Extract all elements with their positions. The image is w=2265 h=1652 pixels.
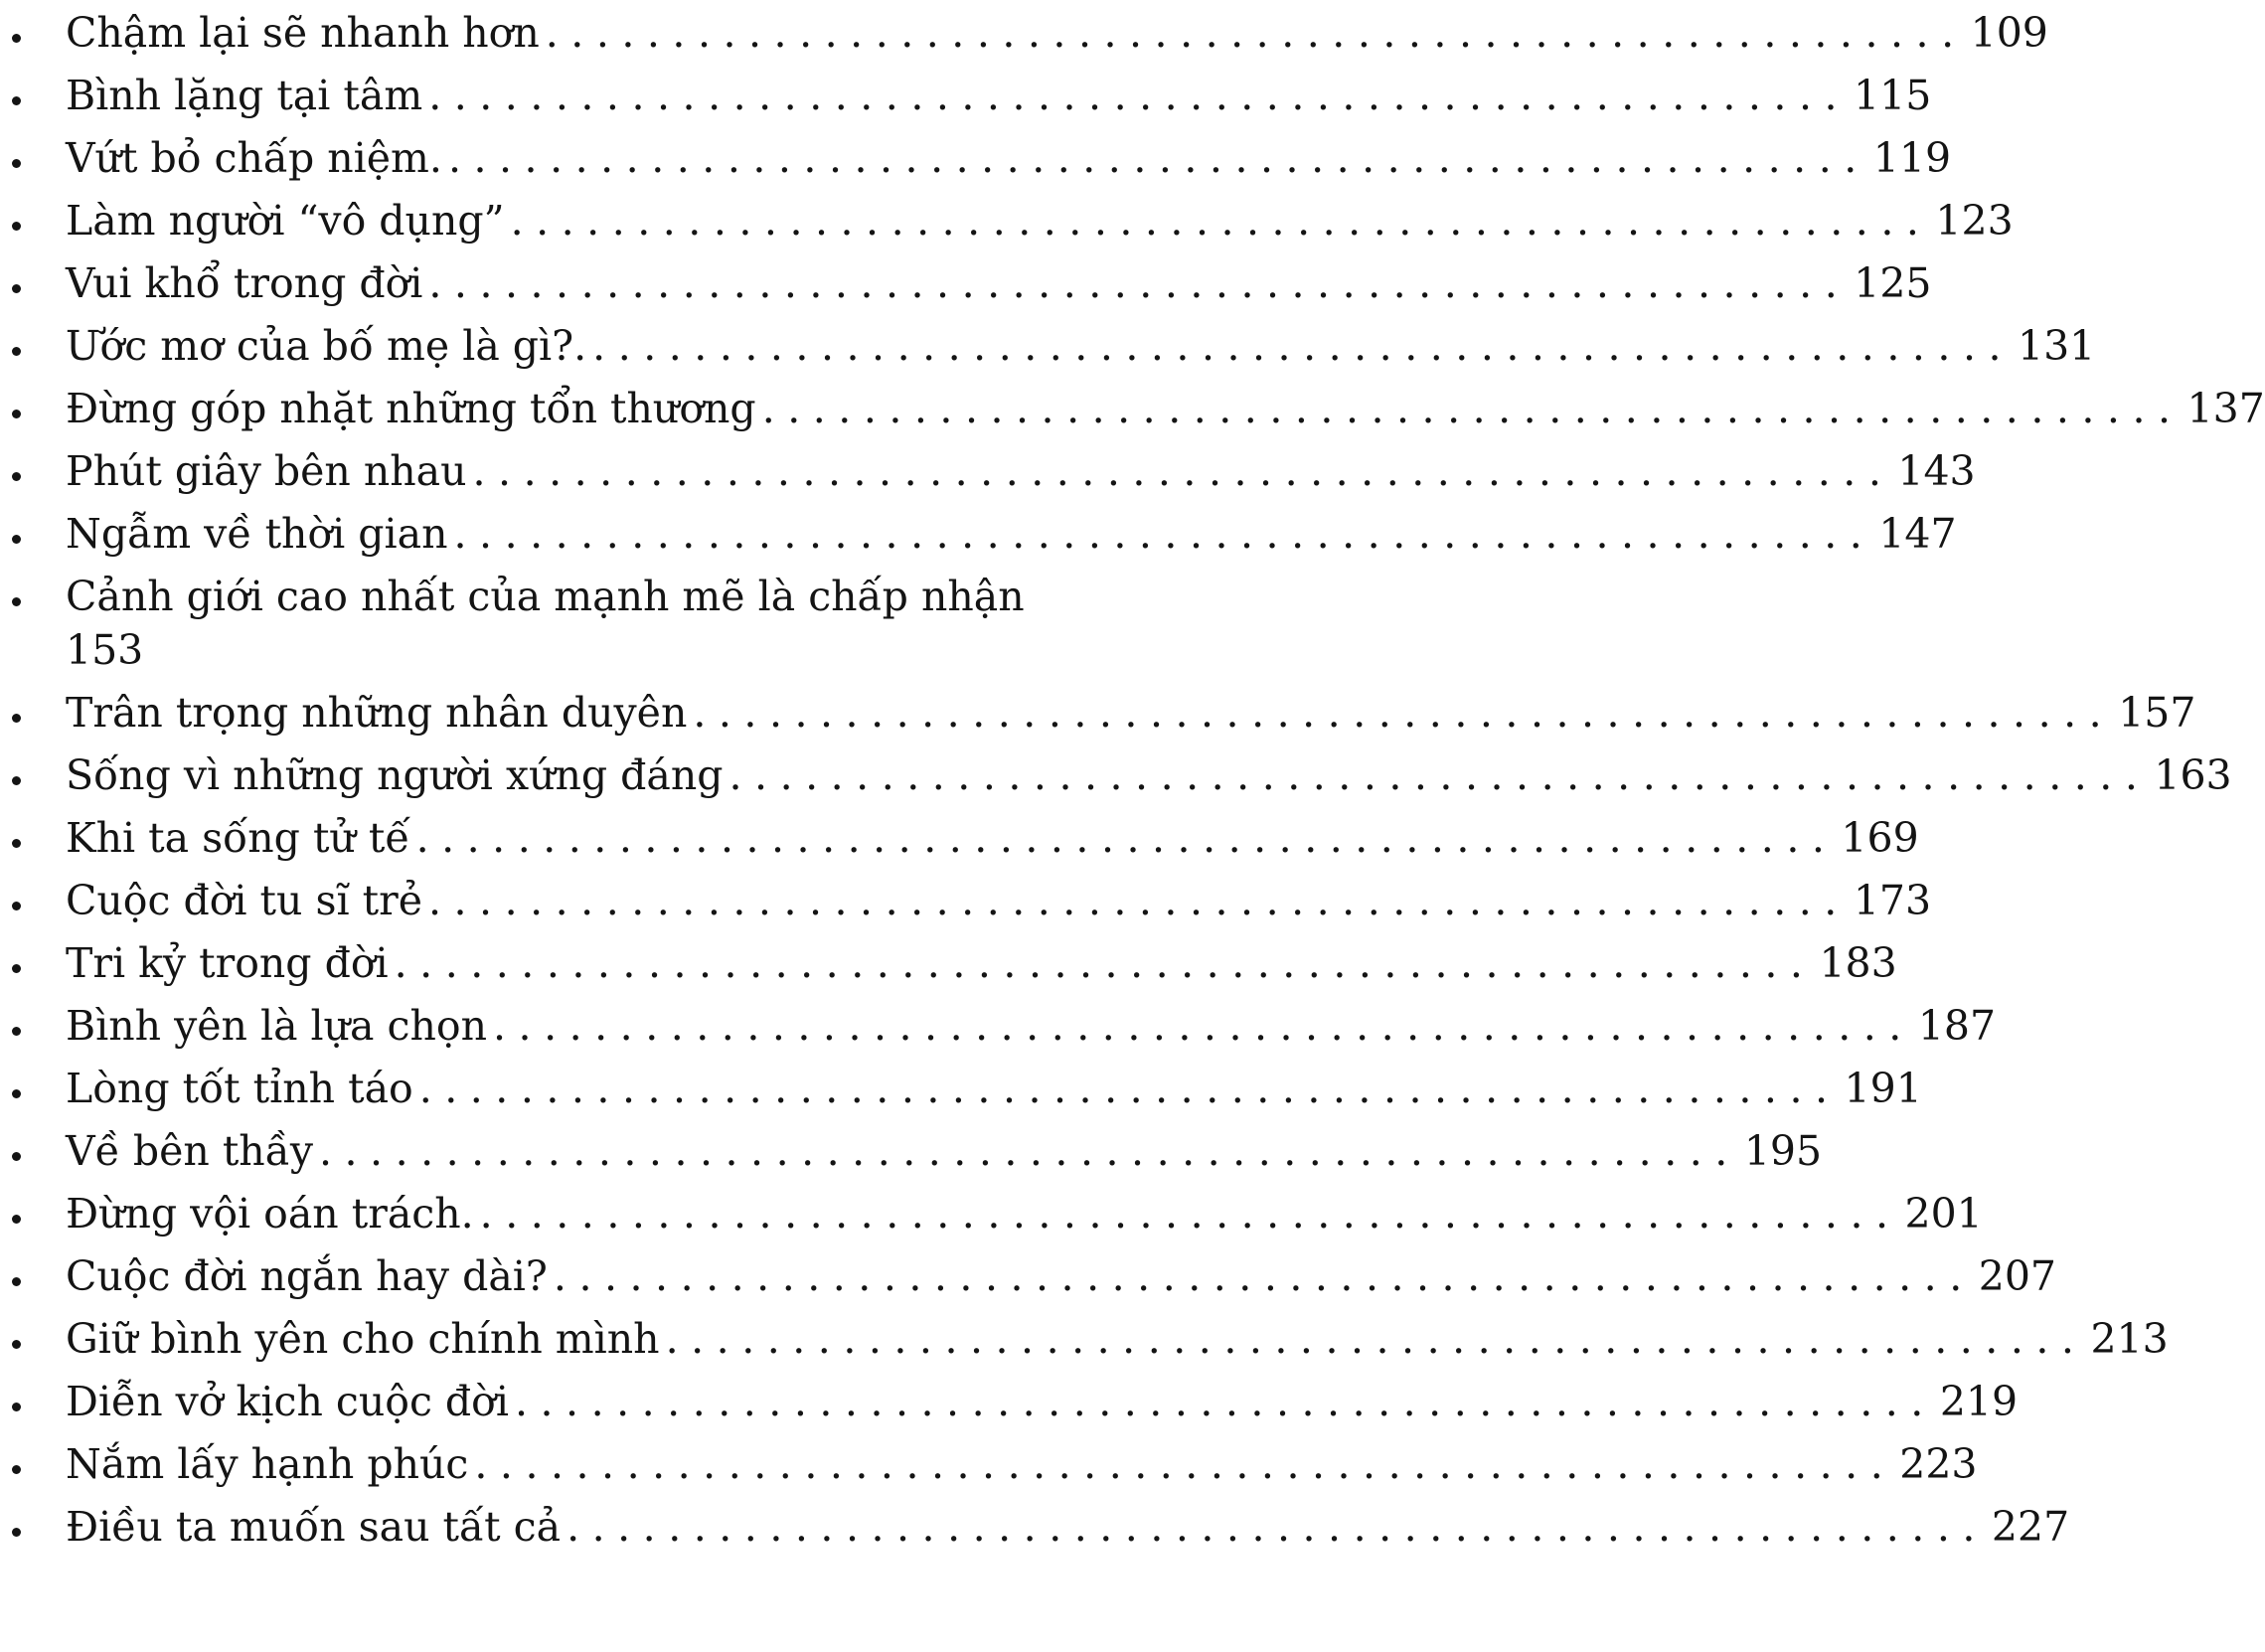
dot-leader: ........................................................ xyxy=(493,1002,1914,1050)
toc-title: Tri kỷ trong đời xyxy=(66,939,389,987)
toc-line xyxy=(66,128,1952,188)
dot-leader: ........................................................ xyxy=(665,1315,2087,1363)
toc-title: Bình yên là lựa chọn xyxy=(66,1002,487,1050)
dot-leader: ........................................................ xyxy=(428,72,1851,119)
toc-line xyxy=(66,1246,2057,1306)
bullet-icon xyxy=(12,1465,21,1474)
toc-entry[interactable] xyxy=(0,805,1919,871)
toc-entry[interactable] xyxy=(0,1369,2019,1434)
toc-page-number: 187 xyxy=(1917,1002,1997,1050)
toc-entry[interactable] xyxy=(0,1494,2070,1560)
dot-leader: ........................................................ xyxy=(318,1127,1740,1175)
toc-line xyxy=(66,1184,1983,1243)
toc-line xyxy=(66,504,1957,564)
toc-line xyxy=(66,933,1897,993)
toc-line xyxy=(66,253,1932,313)
toc-page-number: 169 xyxy=(1841,814,1919,862)
dot-leader: ........................................................ xyxy=(553,1252,1975,1300)
dot-leader: ........................................................ xyxy=(479,1190,1901,1238)
dot-leader: ........................................................ xyxy=(545,9,1967,57)
dot-leader: ........................................................ xyxy=(428,259,1851,307)
dot-leader: ........................................................ xyxy=(693,689,2115,737)
dot-leader: ........................................................ xyxy=(418,1065,1841,1112)
toc-title: Đừng vội oán trách. xyxy=(66,1190,474,1238)
bullet-icon xyxy=(12,902,21,910)
dot-leader: ........................................................ xyxy=(453,510,1875,558)
toc-page-number: 157 xyxy=(2118,689,2196,737)
toc-page-number: 153 xyxy=(66,626,144,674)
toc-line xyxy=(66,1059,1922,1118)
toc-title: Lòng tốt tỉnh táo xyxy=(66,1065,413,1112)
toc-page-number: 213 xyxy=(2090,1315,2169,1363)
toc-page-number: 227 xyxy=(1991,1503,2070,1551)
bullet-icon xyxy=(12,472,21,481)
bullet-icon xyxy=(12,1340,21,1349)
bullet-icon xyxy=(12,34,21,43)
toc-entry[interactable] xyxy=(0,1306,2169,1372)
toc-entry[interactable] xyxy=(0,188,2014,253)
dot-leader: ........................................................ xyxy=(427,877,1850,924)
toc-title: Cuộc đời tu sĩ trẻ xyxy=(66,877,422,924)
bullet-icon xyxy=(12,1027,21,1036)
toc-title: Đừng góp nhặt những tổn thương xyxy=(66,385,756,432)
toc-entry[interactable] xyxy=(0,313,2096,379)
bullet-icon xyxy=(12,1089,21,1098)
toc-title: Ước mơ của bố mẹ là gì?. xyxy=(66,322,587,370)
bullet-icon xyxy=(12,159,21,168)
toc-page-number: 219 xyxy=(1939,1378,2019,1425)
toc-line xyxy=(66,745,2232,805)
bullet-icon xyxy=(12,839,21,848)
toc-title: Phút giây bên nhau xyxy=(66,447,467,495)
toc-page-number: 125 xyxy=(1854,259,1932,307)
toc-entry[interactable] xyxy=(0,993,1997,1059)
toc-entry[interactable] xyxy=(0,0,2048,66)
dot-leader: ........................................................ xyxy=(415,814,1838,862)
toc-page-number: 191 xyxy=(1844,1065,1922,1112)
toc-line xyxy=(66,316,2096,376)
toc-entry[interactable] xyxy=(0,1243,2057,1309)
toc-line xyxy=(66,1121,1823,1181)
toc-page-number: 223 xyxy=(1899,1440,1978,1488)
toc-title: Giữ bình yên cho chính mình xyxy=(66,1315,660,1363)
dot-leader: ........................................................ xyxy=(728,751,2151,799)
toc-title: Trân trọng những nhân duyên xyxy=(66,689,688,737)
toc-title: Cuộc đời ngắn hay dài? xyxy=(66,1252,548,1300)
toc-line xyxy=(66,808,1919,868)
bullet-icon xyxy=(12,714,21,723)
toc-entry[interactable] xyxy=(0,564,1042,679)
toc-title: Điều ta muốn sau tất cả xyxy=(66,1503,562,1551)
toc-line xyxy=(66,1309,2169,1369)
toc-line xyxy=(66,191,2014,250)
toc-page-number: 183 xyxy=(1819,939,1897,987)
toc-title: Cảnh giới cao nhất của mạnh mẽ là chấp nhận xyxy=(66,573,1025,620)
toc-entry[interactable] xyxy=(0,1181,1983,1246)
toc-title: Nắm lấy hạnh phúc xyxy=(66,1440,469,1488)
bullet-icon xyxy=(12,96,21,105)
toc-page-number: 163 xyxy=(2154,751,2232,799)
toc-page-number: 109 xyxy=(1970,9,2048,57)
toc-page-number: 147 xyxy=(1878,510,1957,558)
toc-entry[interactable] xyxy=(0,680,2196,745)
toc-entry[interactable] xyxy=(0,376,2265,441)
toc-page-number: 137 xyxy=(2186,385,2265,432)
bullet-icon xyxy=(12,1528,21,1537)
bullet-icon xyxy=(12,410,21,418)
toc-title: Vui khổ trong đời xyxy=(66,259,423,307)
toc-title: Bình lặng tại tâm xyxy=(66,72,423,119)
bullet-icon xyxy=(12,1277,21,1286)
toc-line xyxy=(66,996,1997,1056)
toc-page-number: 123 xyxy=(1935,197,2014,245)
toc-title: Ngẫm về thời gian xyxy=(66,510,448,558)
toc-entry[interactable] xyxy=(0,1431,1978,1497)
dot-leader: ........................................................ xyxy=(566,1503,1988,1551)
toc-page-number: 195 xyxy=(1743,1127,1823,1175)
toc-line xyxy=(66,3,2048,63)
toc-line xyxy=(66,66,1932,125)
toc-page-number: 201 xyxy=(1904,1190,1983,1238)
bullet-icon xyxy=(12,964,21,973)
toc-line xyxy=(66,441,1976,501)
toc-page-number: 131 xyxy=(2018,322,2096,370)
bullet-icon xyxy=(12,1215,21,1224)
dot-leader: ........................................................ xyxy=(510,197,1932,245)
toc-entry[interactable] xyxy=(0,743,2232,808)
toc-entry[interactable] xyxy=(0,930,1897,996)
bullet-icon xyxy=(12,347,21,356)
toc-title: Làm người “vô dụng” xyxy=(66,197,505,245)
bullet-icon xyxy=(12,535,21,544)
toc-title: Sống vì những người xứng đáng xyxy=(66,751,724,799)
toc-title: Chậm lại sẽ nhanh hơn xyxy=(66,9,540,57)
dot-leader: ........................................................ xyxy=(447,134,1869,182)
toc-entry[interactable] xyxy=(0,1118,1823,1184)
toc-line xyxy=(66,1497,2070,1557)
toc-entry[interactable] xyxy=(0,63,1932,128)
bullet-icon xyxy=(12,1403,21,1411)
bullet-icon xyxy=(12,597,21,606)
toc-title: Vứt bỏ chấp niệm. xyxy=(66,134,442,182)
bullet-icon xyxy=(12,776,21,785)
toc-line xyxy=(66,683,2196,743)
dot-leader: ........................................................ xyxy=(474,1440,1896,1488)
toc-entry[interactable] xyxy=(0,1056,1922,1121)
toc-line xyxy=(66,1372,2019,1431)
toc-entry[interactable] xyxy=(0,438,1976,504)
dot-leader: ........................................................ xyxy=(592,322,2015,370)
bullet-icon xyxy=(12,222,21,231)
toc-page-number: 115 xyxy=(1854,72,1932,119)
toc-page-number: 143 xyxy=(1897,447,1976,495)
toc-line xyxy=(66,379,2265,438)
toc-entry[interactable] xyxy=(0,868,1932,933)
toc-page-number: 119 xyxy=(1872,134,1952,182)
toc-line xyxy=(66,871,1932,930)
toc-page-number: 207 xyxy=(1978,1252,2057,1300)
toc-entry[interactable] xyxy=(0,501,1957,567)
toc-title: Về bên thầy xyxy=(66,1127,313,1175)
bullet-icon xyxy=(12,1152,21,1161)
toc-title: Khi ta sống tử tế xyxy=(66,814,410,862)
dot-leader: ........................................................ xyxy=(514,1378,1936,1425)
toc-title: Diễn vở kịch cuộc đời xyxy=(66,1378,509,1425)
toc-page-number: 173 xyxy=(1853,877,1932,924)
bullet-icon xyxy=(12,284,21,293)
dot-leader: ........................................................ xyxy=(394,939,1816,987)
toc-entry[interactable] xyxy=(0,125,1952,191)
toc-line xyxy=(66,1434,1978,1494)
toc-entry[interactable] xyxy=(0,250,1932,316)
dot-leader: ........................................................ xyxy=(761,385,2184,432)
dot-leader: ........................................................ xyxy=(472,447,1894,495)
